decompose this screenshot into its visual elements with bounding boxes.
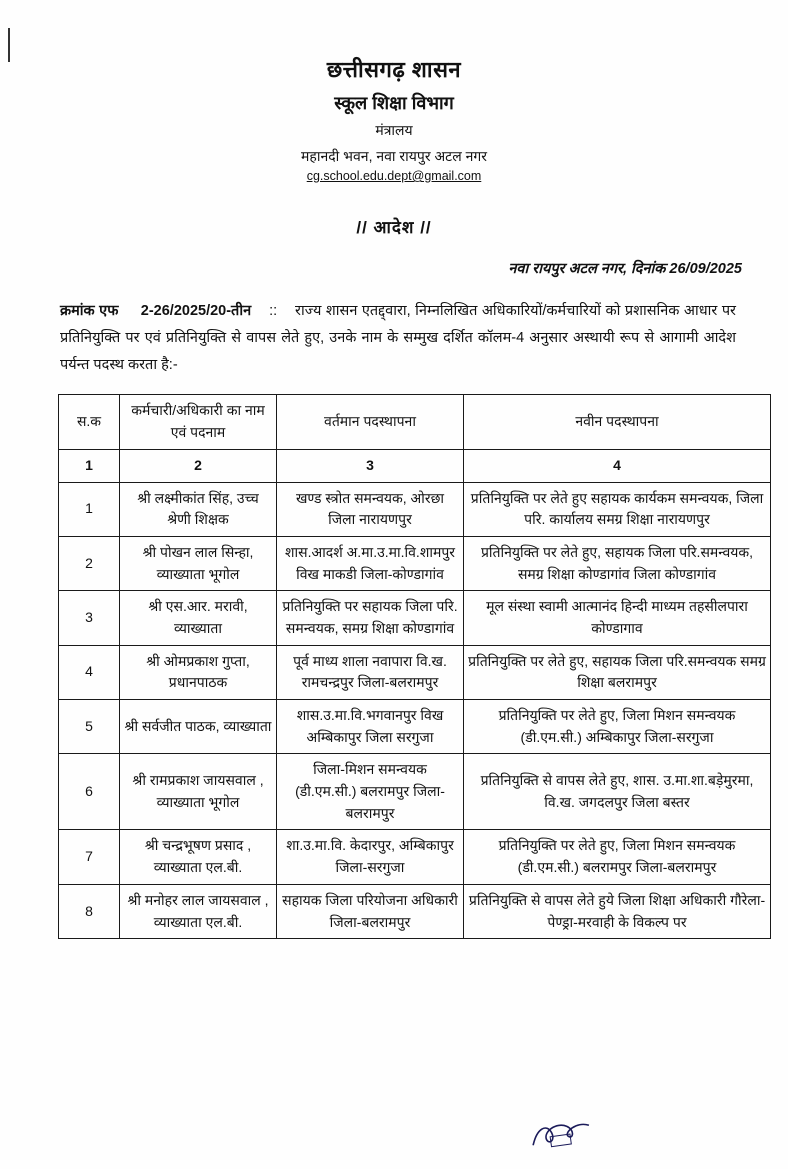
cell-sno: 4 — [59, 645, 120, 699]
cell-name: श्री सर्वजीत पाठक, व्याख्याता — [120, 700, 277, 754]
reference-label: क्रमांक एफ — [60, 303, 119, 319]
cell-sno: 1 — [59, 482, 120, 536]
colnum-1: 1 — [59, 449, 120, 482]
table-row — [59, 754, 771, 830]
cell-current: शास.आदर्श अ.मा.उ.मा.वि.शामपुर विख माकडी जिला-कोण्डागांव — [277, 536, 464, 590]
cell-current: जिला-मिशन समन्वयक (डी.एम.सी.) बलरामपुर जिला-बलरामपुर — [277, 754, 464, 830]
department-name: स्कूल शिक्षा विभाग — [334, 93, 454, 113]
table-row — [59, 482, 771, 536]
header-current-posting: वर्तमान पदस्थापना — [277, 395, 464, 449]
header-new-posting: नवीन पदस्थापना — [464, 395, 771, 449]
table-colnum-row — [59, 449, 771, 482]
posting-table — [58, 394, 771, 939]
colnum-3: 3 — [277, 449, 464, 482]
table-row — [59, 645, 771, 699]
colon-separator: :: — [269, 303, 278, 319]
cell-sno: 2 — [59, 536, 120, 590]
header-sno: स.क — [59, 395, 120, 449]
signature-mark — [526, 1110, 601, 1159]
order-body — [60, 298, 736, 378]
cell-sno: 8 — [59, 884, 120, 938]
header-name: कर्मचारी/अधिकारी का नाम एवं पदनाम — [120, 395, 277, 449]
cell-name: श्री पोखन लाल सिन्हा, व्याख्याता भूगोल — [120, 536, 277, 590]
colnum-4: 4 — [464, 449, 771, 482]
order-text: राज्य शासन एतद्द्वारा, निम्नलिखित अधिकारियों/कर्मचारियों को प्रशासनिक आधार पर प्रतिनियुक्ति पर एवं प्रतिनियुक्ति से वापस लेते हुए, उनके नाम के सम्मुख दर्शित कॉलम-4 अनुसार अस्थायी रूप से आगामी आदेश पर्यन्त पदस्थ करता है:- — [60, 303, 736, 373]
cell-name: श्री लक्ष्मीकांत सिंह, उच्च श्रेणी शिक्षक — [120, 482, 277, 536]
cell-new: प्रतिनियुक्ति पर लेते हुए, जिला मिशन समन्वयक (डी.एम.सी.) अम्बिकापुर जिला-सरगुजा — [464, 700, 771, 754]
letterhead — [0, 0, 788, 183]
cell-current: प्रतिनियुक्ति पर सहायक जिला परि. समन्वयक, समग्र शिक्षा कोण्डागांव — [277, 591, 464, 645]
table-header-row — [59, 395, 771, 449]
table-row — [59, 536, 771, 590]
cell-current: शा.उ.मा.वि. केदारपुर, अम्बिकापुर जिला-सरगुजा — [277, 830, 464, 884]
cell-name: श्री ओमप्रकाश गुप्ता, प्रधानपाठक — [120, 645, 277, 699]
contact-email: cg.school.edu.dept@gmail.com — [306, 169, 482, 183]
cell-new: प्रतिनियुक्ति पर लेते हुए, सहायक जिला परि.समन्वयक समग्र शिक्षा बलरामपुर — [464, 645, 771, 699]
ministry-name: मंत्रालय — [375, 122, 413, 138]
order-heading: // आदेश // — [356, 218, 432, 237]
cell-name: श्री एस.आर. मरावी, व्याख्याता — [120, 591, 277, 645]
cell-name: श्री मनोहर लाल जायसवाल , व्याख्याता एल.बी. — [120, 884, 277, 938]
margin-mark — [8, 28, 10, 62]
cell-name: श्री रामप्रकाश जायसवाल , व्याख्याता भूगोल — [120, 754, 277, 830]
table-row — [59, 830, 771, 884]
table-row — [59, 700, 771, 754]
govt-title: छत्तीसगढ़ शासन — [326, 57, 462, 82]
office-address: महानदी भवन, नवा रायपुर अटल नगर — [301, 148, 487, 164]
cell-new: प्रतिनियुक्ति पर लेते हुए, जिला मिशन समन्वयक (डी.एम.सी.) बलरामपुर जिला-बलरामपुर — [464, 830, 771, 884]
table-row — [59, 884, 771, 938]
cell-name: श्री चन्द्रभूषण प्रसाद , व्याख्याता एल.बी. — [120, 830, 277, 884]
cell-new: प्रतिनियुक्ति पर लेते हुए, सहायक जिला परि.समन्वयक, समग्र शिक्षा कोण्डागांव जिला कोण्डागांव — [464, 536, 771, 590]
handwritten-signature-icon — [526, 1110, 600, 1153]
cell-sno: 3 — [59, 591, 120, 645]
cell-new: प्रतिनियुक्ति से वापस लेते हुये जिला शिक्षा अधिकारी गौरेला-पेण्ड्रा-मरवाही के विकल्प पर — [464, 884, 771, 938]
reference-number: 2-26/2025/20-तीन — [140, 303, 252, 319]
cell-current: सहायक जिला परियोजना अधिकारी जिला-बलरामपुर — [277, 884, 464, 938]
cell-sno: 6 — [59, 754, 120, 830]
cell-new: प्रतिनियुक्ति से वापस लेते हुए, शास. उ.मा.शा.बड़ेमुरमा, वि.ख. जगदलपुर जिला बस्तर — [464, 754, 771, 830]
place-and-date: नवा रायपुर अटल नगर, दिनांक 26/09/2025 — [508, 261, 742, 277]
colnum-2: 2 — [120, 449, 277, 482]
table-row — [59, 591, 771, 645]
cell-current: खण्ड स्त्रोत समन्वयक, ओरछा जिला नारायणपुर — [277, 482, 464, 536]
cell-current: शास.उ.मा.वि.भगवानपुर विख अम्बिकापुर जिला सरगुजा — [277, 700, 464, 754]
cell-sno: 5 — [59, 700, 120, 754]
cell-new: प्रतिनियुक्ति पर लेते हुए सहायक कार्यकम समन्वयक, जिला परि. कार्यालय समग्र शिक्षा नारायणपुर — [464, 482, 771, 536]
cell-current: पूर्व माध्य शाला नवापारा वि.ख. रामचन्द्रपुर जिला-बलरामपुर — [277, 645, 464, 699]
cell-new: मूल संस्था स्वामी आत्मानंद हिन्दी माध्यम तहसीलपारा कोण्डागाव — [464, 591, 771, 645]
cell-sno: 7 — [59, 830, 120, 884]
